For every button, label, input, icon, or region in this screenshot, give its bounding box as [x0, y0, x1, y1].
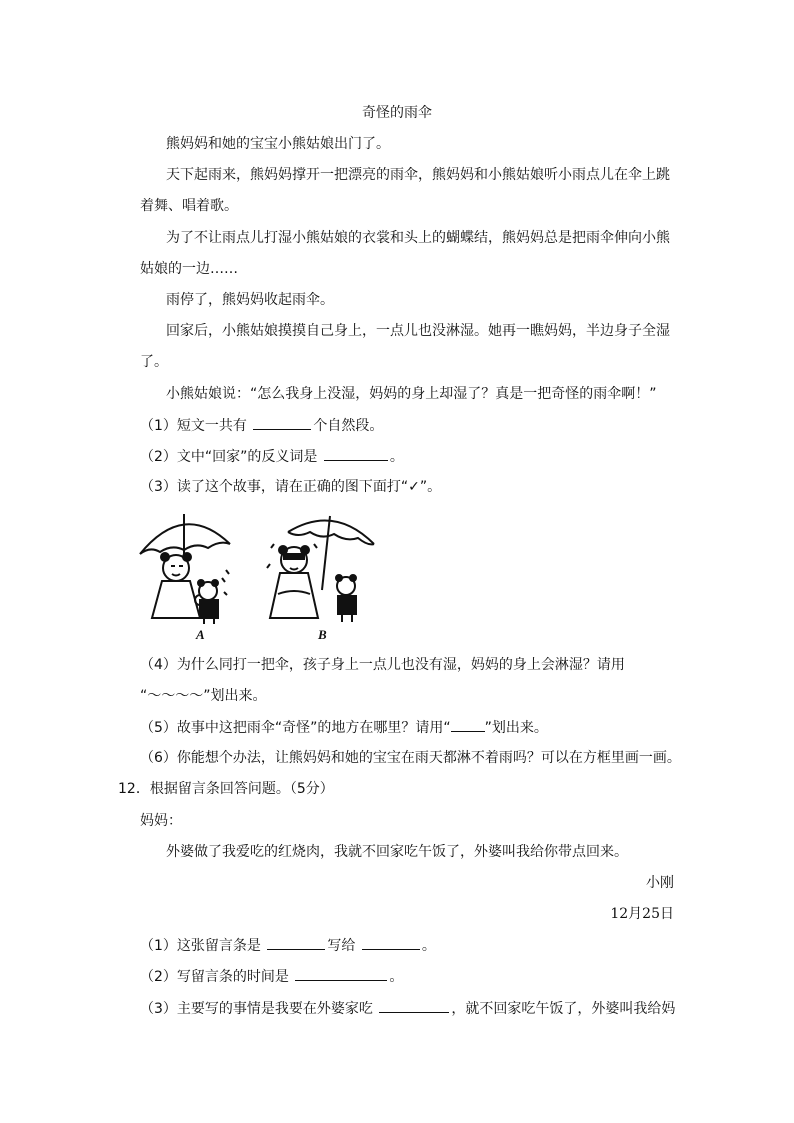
- question-2-prefix: （2）文中“回家”的反义词是: [140, 449, 318, 465]
- note-salutation: 妈妈：: [140, 813, 182, 829]
- story-paragraph-2-line-1: 天下起雨来，熊妈妈撑开一把漂亮的雨伞，熊妈妈和小熊姑娘听小雨点儿在伞上跳: [166, 167, 670, 183]
- story-paragraph-1: 熊妈妈和她的宝宝小熊姑娘出门了。: [166, 136, 390, 152]
- question-12-2-prefix: （2）写留言条的时间是: [140, 969, 289, 985]
- question-12-3: [140, 998, 675, 1019]
- picture-a-label: A: [196, 627, 205, 642]
- question-1-prefix: （1）短文一共有: [140, 418, 247, 434]
- question-12-3-prefix: （3）主要写的事情是我要在外婆家吃: [140, 1001, 373, 1017]
- story-paragraph-3-line-2: 姑娘的一边……: [140, 261, 238, 277]
- picture-a[interactable]: [140, 514, 230, 624]
- question-1: [140, 415, 383, 436]
- question-12-1-blank-recipient[interactable]: [362, 935, 420, 950]
- question-12-3-suffix: ，就不回家吃午饭了，外婆叫我给妈: [451, 1001, 676, 1017]
- question-1-answer-blank[interactable]: [253, 415, 311, 430]
- note-date: 12月25日: [610, 906, 674, 922]
- question-12-3-blank-food[interactable]: [379, 998, 449, 1013]
- story-title: 奇怪的雨伞: [362, 105, 432, 121]
- question-2: [140, 446, 404, 467]
- question-2-suffix: 。: [389, 449, 404, 465]
- bears-umbrella-svg: [138, 508, 390, 644]
- picture-b-label: B: [318, 627, 327, 642]
- question-4-line-2: “～～～～”划出来。: [140, 688, 267, 704]
- story-paragraph-5-line-2: 了。: [140, 354, 168, 370]
- question-12-2-blank-time[interactable]: [295, 966, 387, 981]
- question-6: （6）你能想个办法，让熊妈妈和她的宝宝在雨天都淋不着雨吗？可以在方框里画一画。: [140, 750, 681, 766]
- question-5-prefix: （5）故事中这把雨伞“奇怪”的地方在哪里？请用“: [140, 720, 451, 736]
- story-paragraph-2-line-2: 着舞、唱着歌。: [140, 198, 238, 214]
- question-12-1-blank-writer[interactable]: [267, 935, 325, 950]
- story-paragraph-3-line-1: 为了不让雨点儿打湿小熊姑娘的衣裳和头上的蝴蝶结，熊妈妈总是把雨伞伸向小熊: [166, 230, 670, 246]
- picture-b[interactable]: [267, 516, 374, 622]
- question-2-answer-blank[interactable]: [324, 446, 388, 461]
- question-12-2: [140, 966, 403, 987]
- question-3: （3）读了这个故事，请在正确的图下面打“✓”。: [140, 479, 442, 495]
- story-paragraph-5-line-1: 回家后，小熊姑娘摸摸自己身上，一点儿也没淋湿。她再一瞧妈妈，半边身子全湿: [166, 323, 670, 339]
- bears-umbrella-illustration: [138, 508, 390, 644]
- story-paragraph-4: 雨停了，熊妈妈收起雨伞。: [166, 292, 334, 308]
- question-12-1-prefix: （1）这张留言条是: [140, 938, 261, 954]
- note-body: 外婆做了我爱吃的红烧肉，我就不回家吃午饭了，外婆叫我给你带点回来。: [166, 844, 628, 860]
- question-5-underline-sample: [451, 717, 485, 732]
- story-paragraph-6: 小熊姑娘说：“怎么我身上没湿，妈妈的身上却湿了？真是一把奇怪的雨伞啊！”: [166, 386, 657, 402]
- question-12-2-suffix: 。: [389, 969, 404, 985]
- question-12-heading: 12．根据留言条回答问题。（5分）: [118, 781, 334, 797]
- question-5-suffix: ”划出来。: [484, 720, 548, 736]
- question-12-1: [140, 935, 436, 956]
- question-12-1-middle: 写给: [327, 938, 356, 954]
- question-1-suffix: 个自然段。: [313, 418, 384, 434]
- question-5: [140, 717, 548, 738]
- question-12-1-suffix: 。: [421, 938, 436, 954]
- question-4-line-1: （4）为什么同打一把伞，孩子身上一点儿也没有湿，妈妈的身上会淋湿？请用: [140, 657, 625, 673]
- note-signature: 小刚: [646, 875, 674, 891]
